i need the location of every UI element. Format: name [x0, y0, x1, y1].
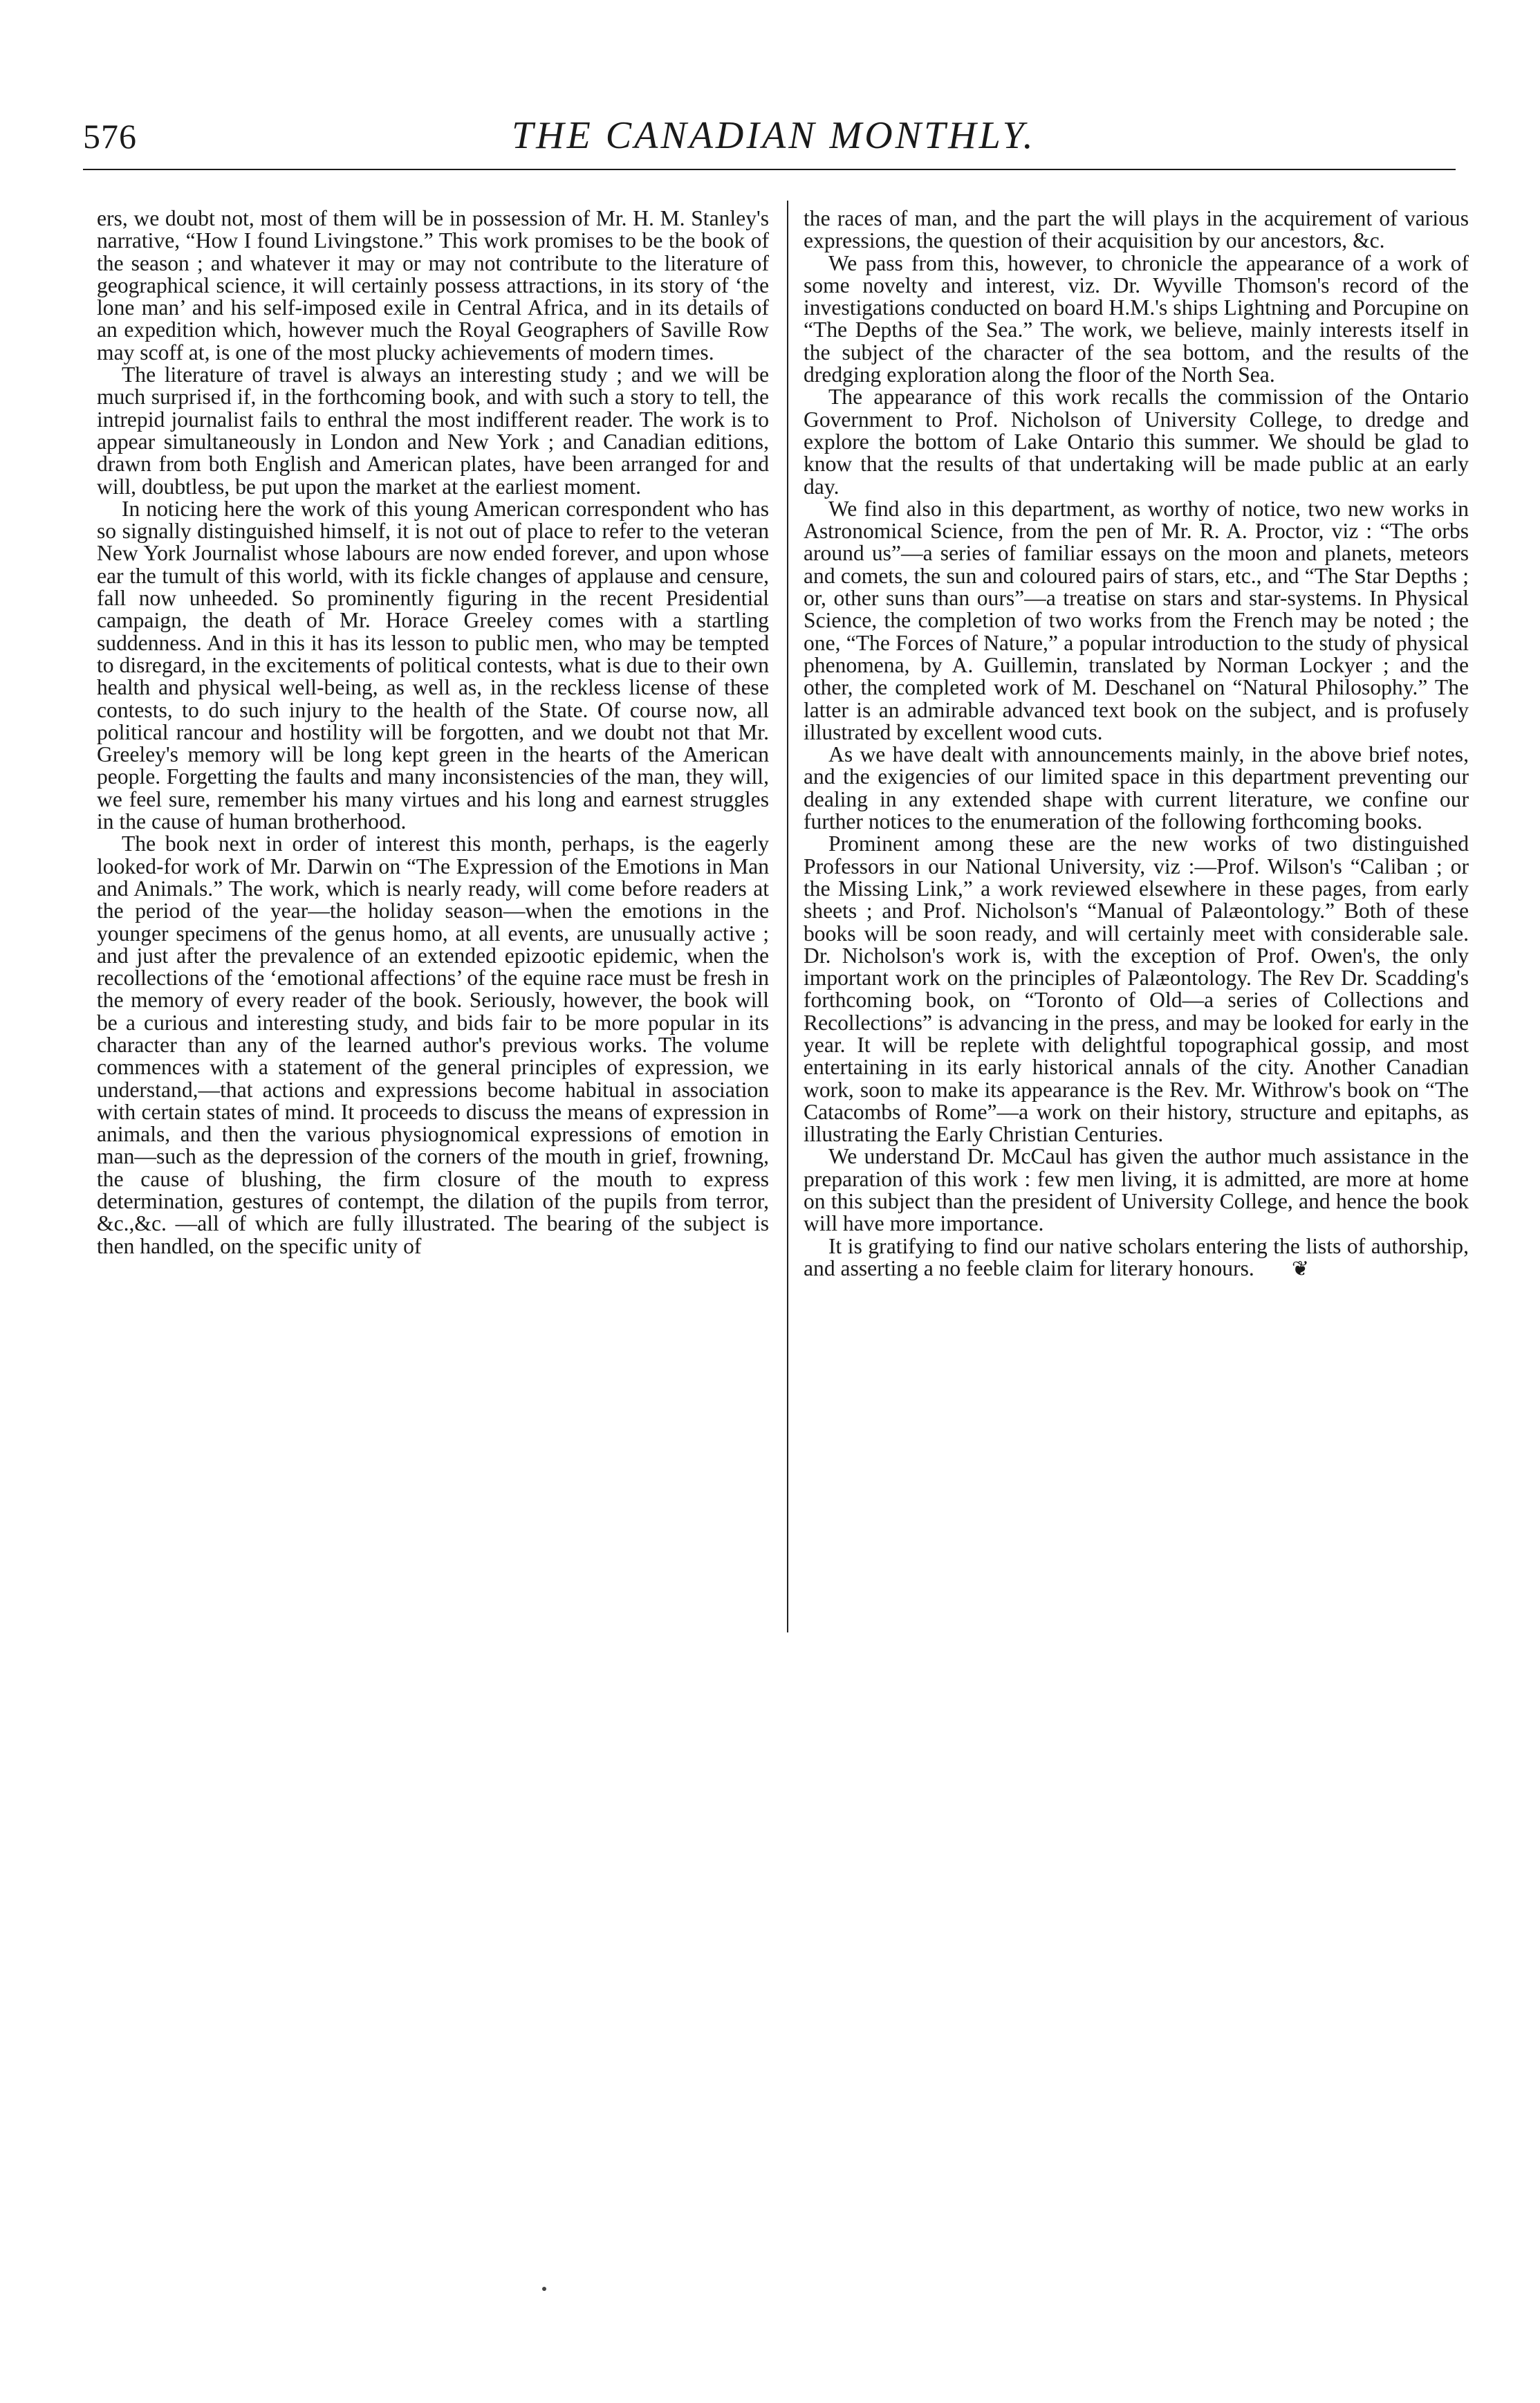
column-divider	[787, 201, 788, 1632]
paragraph: We find also in this department, as worthy of notice, two new works in Astronomical Science, from the pen of Mr. R. A. Proctor, viz : “The orbs around us”—a series of familiar essays on the moon and planets, meteors and comets, the sun and coloured pairs of stars, etc., and “The Star Depths ; or, other suns than ours”—a treatise on stars and star-systems. In Physical Science, the completion of two works from the French may be noted ; the one, “The Forces of Nature,” a popular introduction to the study of physical phenomena, by A. Guillemin, translated by Norman Lockyer ; and the other, the completed work of M. Deschanel on “Natural Philosophy.” The latter is an admirable advanced text book on the subject, and is profusely illustrated by excellent wood cuts.	[804, 496, 1469, 744]
header-rule	[83, 169, 1456, 170]
right-column	[804, 208, 1469, 1280]
paragraph: In noticing here the work of this young American correspondent who has so signally distinguished himself, it is not out of place to refer to the veteran New York Journalist whose labours are now ended forever, and upon whose ear the tumult of this world, with its fickle changes of applause and censure, fall now unheeded. So prominently figuring in the recent Presidential campaign, the death of Mr. Horace Greeley comes with a startling suddenness. And in this it has its lesson to public men, who may be tempted to disregard, in the excitements of political contests, what is due to their own health and physical well-being, as well as, in the reckless license of these contests, to do such injury to the health of the State. Of course now, all political rancour and hostility will be forgotten, and we doubt not that Mr. Greeley's memory will be long kept green in the hearts of the American people. Forgetting the faults and many inconsistencies of the man, they will, we feel sure, remember his many virtues and his long and earnest struggles in the cause of human brotherhood.	[97, 496, 769, 834]
paragraph	[804, 1235, 1469, 1281]
fleuron-icon: ❦	[1291, 1257, 1309, 1280]
paragraph: the races of man, and the part the will plays in the acquirement of various expressions, the question of their acquisition by our ancestors, &c.	[804, 206, 1469, 253]
paragraph: The appearance of this work recalls the commission of the Ontario Government to Prof. Nicholson of University College, to dredge and explore the bottom of Lake Ontario this summer. We should be glad to know that the results of that undertaking will be made public at an early day.	[804, 385, 1469, 499]
paragraph: The book next in order of interest this month, perhaps, is the eagerly looked-for work of Mr. Darwin on “The Expression of the Emotions in Man and Animals.” The work, which is nearly ready, will come before readers at the period of the year—the holiday season—when the emotions in the younger specimens of the genus homo, at all events, are unusually active ; and just after the prevalence of an extended epizootic epidemic, when the recollections of the ‘emotional affections’ of the equine race must be fresh in the memory of every reader of the book. Seriously, however, the book will be a curious and interesting study, and bids fair to be more popular in its character than any of the learned author's previous works. The volume commences with a statement of the general principles of expression, we understand,—that actions and expressions become habitual in association with certain states of mind. It proceeds to discuss the means of expression in animals, and then the various physiognomical expressions of emotion in man—such as the depression of the corners of the mouth in grief, frowning, the cause of blushing, the firm closure of the mouth to express determination, gestures of contempt, the dilation of the pupils from terror, &c.,&c. —all of which are fully illustrated. The bearing of the subject is then handled, on the specific unity of	[97, 831, 769, 1258]
paragraph: We understand Dr. McCaul has given the author much assistance in the preparation of this work : few men living, it is admitted, are more at home on this subject than the president of University College, and hence the book will have more importance.	[804, 1144, 1469, 1236]
paragraph: Prominent among these are the new works of two distinguished Professors in our National University, viz :—Prof. Wilson's “Caliban ; or the Missing Link,” a work reviewed elsewhere in these pages, from early sheets ; and Prof. Nicholson's “Manual of Palæontology.” Both of these books will be soon ready, and will certainly meet with considerable sale. Dr. Nicholson's work is, with the exception of Prof. Owen's, the only important work on the principles of Palæontology. The Rev Dr. Scadding's forthcoming book, on “Toronto of Old—a series of Collections and Recollections” is advancing in the press, and may be looked for early in the year. It will be replete with delightful topographical gossip, and most entertaining in its early historical annals of the city. Another Canadian work, soon to make its appearance is the Rev. Mr. Withrow's book on “The Catacombs of Rome”—a work on their history, structure and epitaphs, as illustrating the Early Christian Centuries.	[804, 831, 1469, 1147]
left-column	[97, 208, 769, 1258]
paragraph: ers, we doubt not, most of them will be in possession of Mr. H. M. Stanley's narrative, “How I found Livingstone.” This work promises to be the book of the season ; and whatever it may or may not contribute to the literature of geographical science, it will certainly possess attractions, in its story of ‘the lone man’ and his self-imposed exile in Central Africa, and in its details of an expedition which, however much the Royal Geographers of Saville Row may scoff at, is one of the most plucky achievements of modern times.	[97, 206, 769, 365]
paragraph: We pass from this, however, to chronicle the appearance of a work of some novelty and interest, viz. Dr. Wyville Thomson's record of the investigations conducted on board H.M.'s ships Lightning and Porcupine on “The Depths of the Sea.” The work, we believe, mainly interests itself in the subject of the character of the sea bottom, and the results of the dredging exploration along the floor of the North Sea.	[804, 250, 1469, 387]
paragraph-text: It is gratifying to find our native scholars entering the lists of authorship, and asserting a no feeble claim for literary honours.	[804, 1233, 1469, 1280]
paragraph: The literature of travel is always an interesting study ; and we will be much surprised if, in the forthcoming book, and with such a story to tell, the intrepid journalist fails to enthral the most indifferent reader. The work is to appear simultaneously in London and New York ; and Canadian editions, drawn from both English and American plates, have been arranged for and will, doubtless, be put upon the market at the earliest moment.	[97, 362, 769, 499]
paragraph: As we have dealt with announcements mainly, in the above brief notes, and the exigencies of our limited space in this department preventing our dealing in any extended shape with current literature, we confine our further notices to the enumeration of the following forthcoming books.	[804, 742, 1469, 834]
page-number: 576	[83, 117, 137, 156]
running-head: THE CANADIAN MONTHLY.	[512, 114, 1036, 157]
page-mark	[542, 2287, 546, 2291]
